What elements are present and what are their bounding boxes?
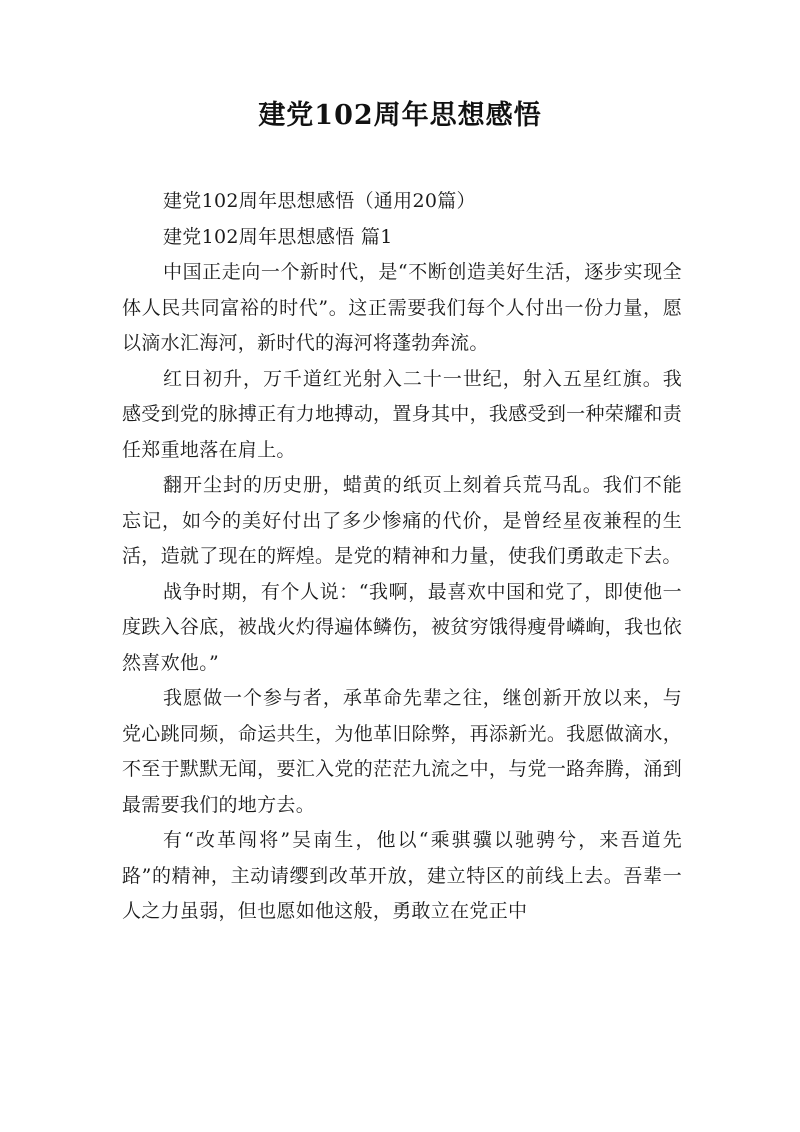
paragraph-subtitle: 建党102周年思想感悟（通用20篇） [163, 190, 476, 212]
paragraph: 中国正走向一个新时代，是“不断创造美好生活，逐步实现全体人民共同富裕的时代”。这正需要我们每个人付出一份力量，愿以滴水汇海河，新时代的海河将蓬勃奔流。 [122, 261, 682, 354]
document-body [122, 184, 682, 930]
paragraph: 有“改革闯将”吴南生，他以“乘骐骥以驰骋兮，来吾道先路”的精神，主动请缨到改革开放，建立特区的前线上去。吾辈一人之力虽弱，但也愿如他这般，勇敢立在党正中 [122, 829, 682, 922]
paragraph: 战争时期，有个人说：“我啊，最喜欢中国和党了，即使他一度跌入谷底，被战火灼得遍体鳞伤，被贫穷饿得瘦骨嶙峋，我也依然喜欢他。” [122, 580, 682, 674]
paragraph: 我愿做一个参与者，承革命先辈之往，继创新开放以来，与党心跳同频，命运共生，为他革旧除弊，再添新光。我愿做滴水，不至于默默无闻，要汇入党的茫茫九流之中，与党一路奔腾，涌到最需要我们的地方去。 [122, 687, 682, 816]
paragraph: 红日初升，万千道红光射入二十一世纪，射入五星红旗。我感受到党的脉搏正有力地搏动，置身其中，我感受到一种荣耀和责任郑重地落在肩上。 [122, 367, 682, 461]
document-title: 建党102周年思想感悟 [258, 100, 542, 131]
paragraph-section-heading: 建党102周年思想感悟 篇1 [163, 225, 393, 248]
paragraph: 翻开尘封的历史册，蜡黄的纸页上刻着兵荒马乱。我们不能忘记，如今的美好付出了多少惨痛的代价，是曾经星夜兼程的生活，造就了现在的辉煌。是党的精神和力量，使我们勇敢走下去。 [122, 474, 682, 567]
